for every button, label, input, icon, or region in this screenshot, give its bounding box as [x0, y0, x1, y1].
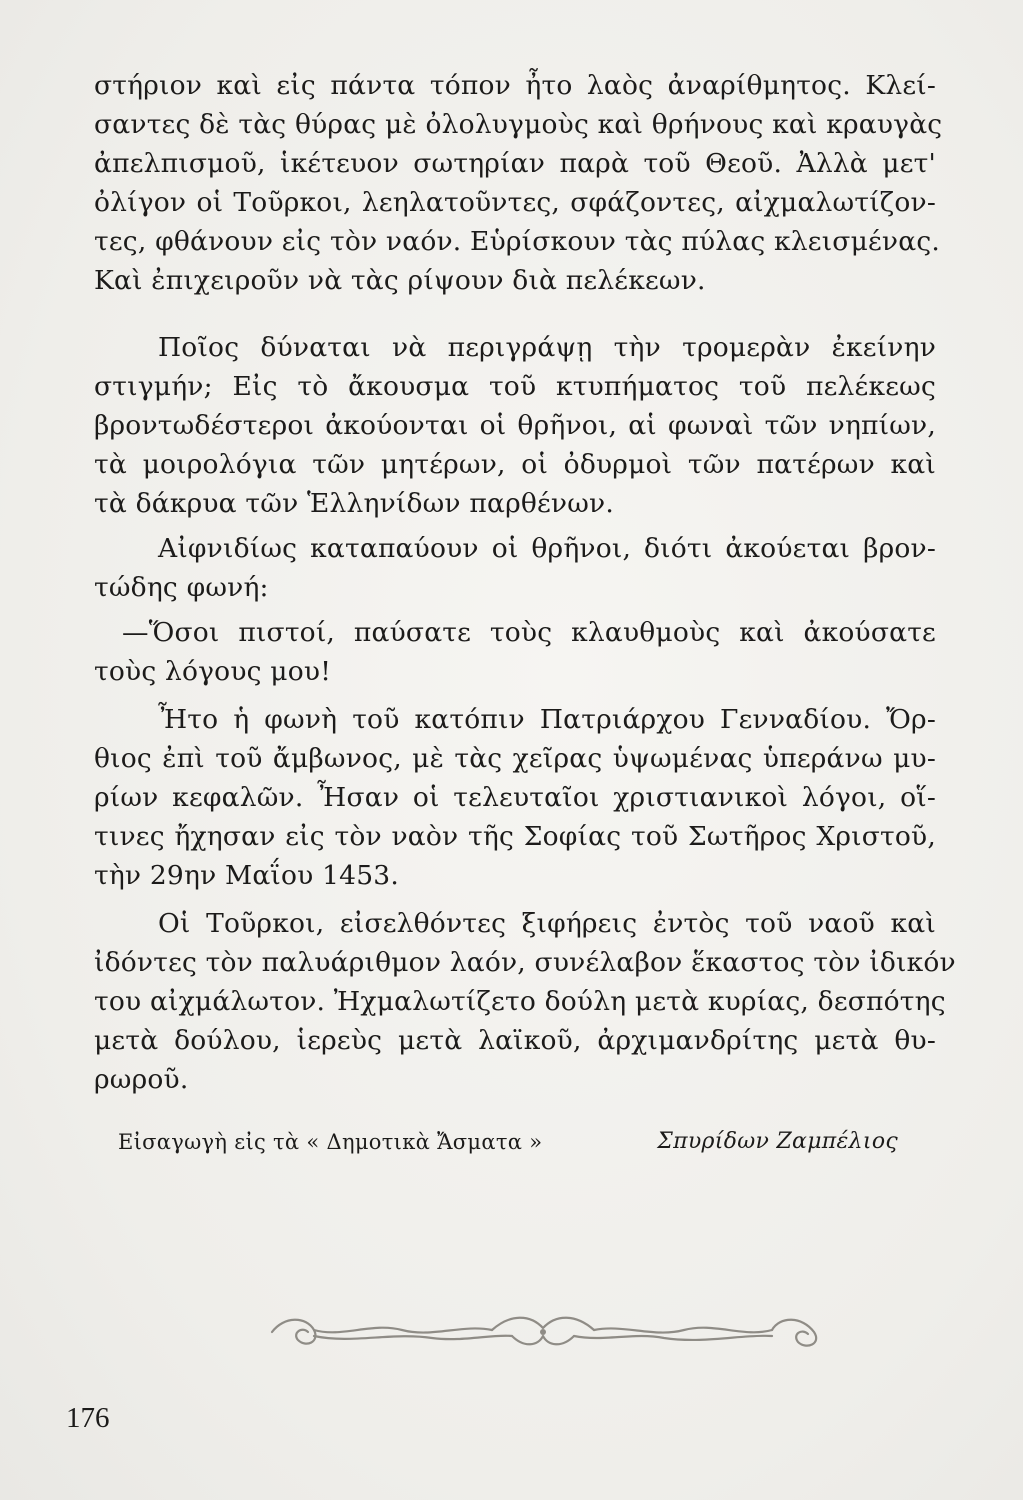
citation-footer [118, 1122, 898, 1162]
text-line: τὰ μοιρολόγια τῶν μητέρων, οἱ ὀδυρμοὶ τῶν πατέρων καὶ [94, 449, 936, 480]
text-line: του αἰχμάλωτον. Ἠχμαλωτίζετο δούλη μετὰ κυρίας, δεσπότης [94, 986, 946, 1017]
text-line: τὴν 29ην Μαΐου 1453. [94, 860, 399, 891]
paragraph-first-line: Ποῖος δύναται νὰ περιγράψῃ τὴν τρομερὰν ἐκείνην [158, 332, 936, 363]
paragraph-first-line: Αἰφνιδίως καταπαύουν οἱ θρῆνοι, διότι ἀκούεται βρον- [158, 533, 936, 564]
text-line: μετὰ δούλου, ἱερεὺς μετὰ λαϊκοῦ, ἀρχιμανδρίτης μετὰ θυ- [94, 1025, 936, 1056]
page-number: 176 [66, 1402, 110, 1434]
text-line: σαντες δὲ τὰς θύρας μὲ ὀλολυγμοὺς καὶ θρήνους καὶ κραυγὰς [94, 109, 943, 140]
text-line: ὀλίγον οἱ Τοῦρκοι, λεηλατοῦντες, σφάζοντες, αἰχμαλωτίζον- [94, 187, 936, 218]
text-line: βροντωδέστεροι ἀκούονται οἱ θρῆνοι, αἱ φωναὶ τῶν νηπίων, [94, 410, 936, 441]
text-line: τινες ἤχησαν εἰς τὸν ναὸν τῆς Σοφίας τοῦ Σωτῆρος Χριστοῦ, [94, 821, 936, 852]
text-line: τώδης φωνή: [94, 572, 269, 603]
author-name: Σπυρίδων Ζαμπέλιος [657, 1129, 898, 1154]
source-citation: Εἰσαγωγὴ εἰς τὰ « Δημοτικὰ Ἄσματα » [118, 1130, 543, 1154]
paragraph-first-line: Οἱ Τοῦρκοι, εἰσελθόντες ξιφήρεις ἐντὸς τοῦ ναοῦ καὶ [158, 908, 936, 939]
text-line: ἰδόντες τὸν παλυάριθμον λαόν, συνέλαβον ἕκαστος τὸν ἰδικόν [94, 947, 956, 978]
paragraph-first-line: Ἦτο ἡ φωνὴ τοῦ κατόπιν Πατριάρχου Γενναδίου. Ὄρ- [158, 704, 936, 735]
text-line: στήριον καὶ εἰς πάντα τόπον ἦτο λαὸς ἀναρίθμητος. Κλεί- [94, 70, 936, 101]
text-line: ρίων κεφαλῶν. Ἦσαν οἱ τελευταῖοι χριστιανικοὶ λόγοι, οἵ- [94, 782, 936, 813]
text-line: Καὶ ἐπιχειροῦν νὰ τὰς ρίψουν διὰ πελέκεων. [94, 265, 706, 296]
text-line: τοὺς λόγους μου! [94, 656, 332, 687]
text-line: θιος ἐπὶ τοῦ ἄμβωνος, μὲ τὰς χεῖρας ὑψωμένας ὑπεράνω μυ- [94, 743, 936, 774]
decorative-ornament-icon [262, 1302, 824, 1358]
text-line: ἀπελπισμοῦ, ἱκέτευον σωτηρίαν παρὰ τοῦ Θεοῦ. Ἀλλὰ μετ' [94, 148, 936, 179]
text-line: ρωροῦ. [94, 1064, 189, 1095]
dialogue-line: —Ὅσοι πιστοί, παύσατε τοὺς κλαυθμοὺς καὶ ἀκούσατε [122, 617, 936, 648]
text-line: στιγμήν; Εἰς τὸ ἄκουσμα τοῦ κτυπήματος τοῦ πελέκεως [94, 371, 936, 402]
text-line: τες, φθάνουν εἰς τὸν ναόν. Εὑρίσκουν τὰς πύλας κλεισμένας. [94, 226, 941, 257]
text-line: τὰ δάκρυα τῶν Ἑλληνίδων παρθένων. [94, 488, 614, 519]
